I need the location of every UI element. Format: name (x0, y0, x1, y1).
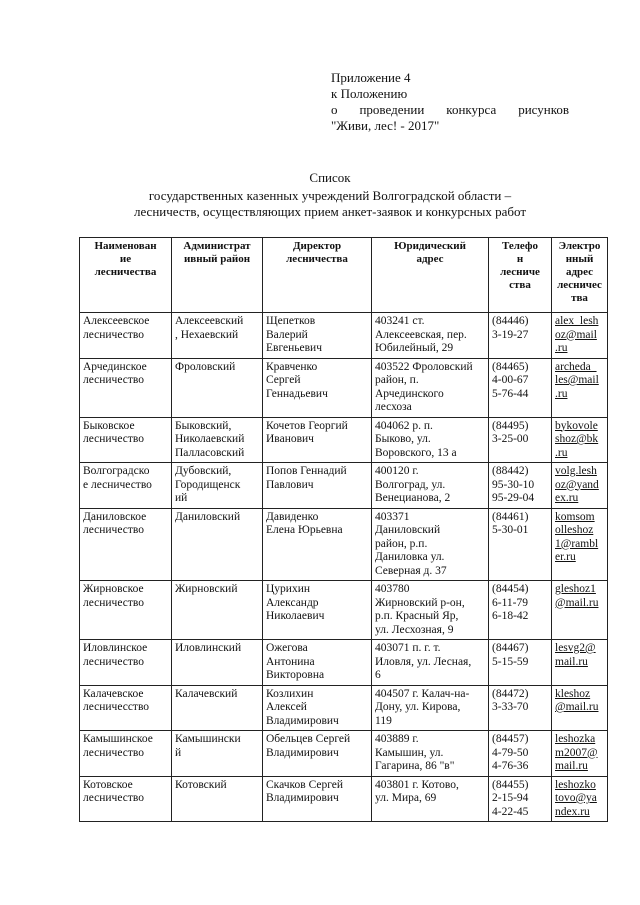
cell-phone: (84455) 2-15-94 4-22-45 (489, 776, 552, 822)
cell-address: 403889 г. Камышин, ул. Гагарина, 86 "в" (372, 731, 489, 777)
cell-phone: (84465) 4-00-67 5-76-44 (489, 358, 552, 417)
cell-phone: (88442) 95-30-10 95-29-04 (489, 463, 552, 509)
cell-address: 403241 ст. Алексеевская, пер. Юбилейный, 29 (372, 313, 489, 359)
table-row (80, 685, 608, 731)
cell-district: Даниловский (172, 508, 263, 581)
cell-director: Козлихин Алексей Владимирович (263, 685, 372, 731)
cell-name: Камышинское лесничество (80, 731, 172, 777)
header-name: Наименован ие лесничества (80, 238, 172, 313)
header-phone: Телефо н лесниче ства (489, 238, 552, 313)
cell-phone: (84446) 3-19-27 (489, 313, 552, 359)
cell-email[interactable]: leshozka m2007@ mail.ru (552, 731, 608, 777)
appendix-contest-name: "Живи, лес! - 2017" (331, 118, 440, 133)
cell-name: Иловлинское лесничество (80, 640, 172, 686)
cell-phone: (84495) 3-25-00 (489, 417, 552, 463)
header-district: Администрат ивный район (172, 238, 263, 313)
title-heading: Список (309, 170, 351, 185)
table-row (80, 358, 608, 417)
cell-district: Быковский, Николаевский Палласовский (172, 417, 263, 463)
header-address: Юридический адрес (372, 238, 489, 313)
table-row (80, 417, 608, 463)
table-body (80, 313, 608, 822)
cell-district: Камышински й (172, 731, 263, 777)
appendix-contest: о проведении конкурса рисунков (331, 102, 569, 117)
cell-address: 404062 р. п. Быково, ул. Воровского, 13 а (372, 417, 489, 463)
cell-email[interactable]: leshozko tovo@ya ndex.ru (552, 776, 608, 822)
cell-address: 403371 Даниловский район, р.п. Даниловка ул. Северная д. 37 (372, 508, 489, 581)
cell-district: Жирновский (172, 581, 263, 640)
cell-address: 403780 Жирновский р-он, р.п. Красный Яр, ул. Лесхозная, 9 (372, 581, 489, 640)
cell-name: Алексеевское лесничество (80, 313, 172, 359)
cell-address: 403071 п. г. т. Иловля, ул. Лесная, 6 (372, 640, 489, 686)
cell-district: Калачевский (172, 685, 263, 731)
cell-district: Алексеевский , Нехаевский (172, 313, 263, 359)
cell-email[interactable]: lesvg2@ mail.ru (552, 640, 608, 686)
cell-phone: (84457) 4-79-50 4-76-36 (489, 731, 552, 777)
cell-director: Кочетов Георгий Иванович (263, 417, 372, 463)
cell-district: Иловлинский (172, 640, 263, 686)
cell-email[interactable]: komsom olleshoz 1@rambl er.ru (552, 508, 608, 581)
cell-director: Щепетков Валерий Евгеньевич (263, 313, 372, 359)
cell-phone: (84454) 6-11-79 6-18-42 (489, 581, 552, 640)
cell-address: 400120 г. Волгоград, ул. Венецианова, 2 (372, 463, 489, 509)
cell-name: Волгоградско е лесничество (80, 463, 172, 509)
cell-name: Котовское лесничество (80, 776, 172, 822)
title-line-2: лесничеств, осуществляющих прием анкет-заявок и конкурсных работ (133, 204, 527, 219)
title-line-1: государственных казенных учреждений Волгоградской области – (148, 188, 512, 203)
cell-district: Котовский (172, 776, 263, 822)
cell-email[interactable]: gleshoz1 @mail.ru (552, 581, 608, 640)
table-row (80, 508, 608, 581)
table-row (80, 776, 608, 822)
table-header-row (80, 238, 608, 313)
table-row (80, 581, 608, 640)
cell-phone: (84472) 3-33-70 (489, 685, 552, 731)
document-title (70, 170, 590, 220)
cell-name: Жирновское лесничество (80, 581, 172, 640)
cell-phone: (84461) 5-30-01 (489, 508, 552, 581)
cell-director: Скачков Сергей Владимирович (263, 776, 372, 822)
table-row (80, 313, 608, 359)
cell-email[interactable]: alex_lesh oz@mail .ru (552, 313, 608, 359)
cell-director: Ожегова Антонина Викторовна (263, 640, 372, 686)
cell-name: Быковское лесничество (80, 417, 172, 463)
table-row (80, 731, 608, 777)
cell-district: Дубовский, Городищенск ий (172, 463, 263, 509)
forestry-table (79, 237, 608, 822)
cell-director: Давиденко Елена Юрьевна (263, 508, 372, 581)
cell-email[interactable]: kleshoz @mail.ru (552, 685, 608, 731)
cell-email[interactable]: bykovole shoz@bk .ru (552, 417, 608, 463)
appendix-header (331, 70, 569, 134)
header-director: Директор лесничества (263, 238, 372, 313)
appendix-number: Приложение 4 (331, 70, 411, 85)
cell-director: Кравченко Сергей Геннадьевич (263, 358, 372, 417)
header-email: Электро нный адрес лесничес тва (552, 238, 608, 313)
cell-name: Арчединское лесничество (80, 358, 172, 417)
appendix-regulation: к Положению (331, 86, 408, 101)
cell-address: 403522 Фроловский район, п. Арчединского лесхоза (372, 358, 489, 417)
cell-address: 404507 г. Калач-на- Дону, ул. Кирова, 119 (372, 685, 489, 731)
cell-district: Фроловский (172, 358, 263, 417)
cell-director: Обельцев Сергей Владимирович (263, 731, 372, 777)
cell-email[interactable]: volg.lesh oz@yand ex.ru (552, 463, 608, 509)
cell-director: Цурихин Александр Николаевич (263, 581, 372, 640)
table-row (80, 463, 608, 509)
table-row (80, 640, 608, 686)
cell-name: Калачевское лесничесство (80, 685, 172, 731)
cell-phone: (84467) 5-15-59 (489, 640, 552, 686)
cell-director: Попов Геннадий Павлович (263, 463, 372, 509)
cell-email[interactable]: archeda_ les@mail .ru (552, 358, 608, 417)
cell-name: Даниловское лесничество (80, 508, 172, 581)
cell-address: 403801 г. Котово, ул. Мира, 69 (372, 776, 489, 822)
